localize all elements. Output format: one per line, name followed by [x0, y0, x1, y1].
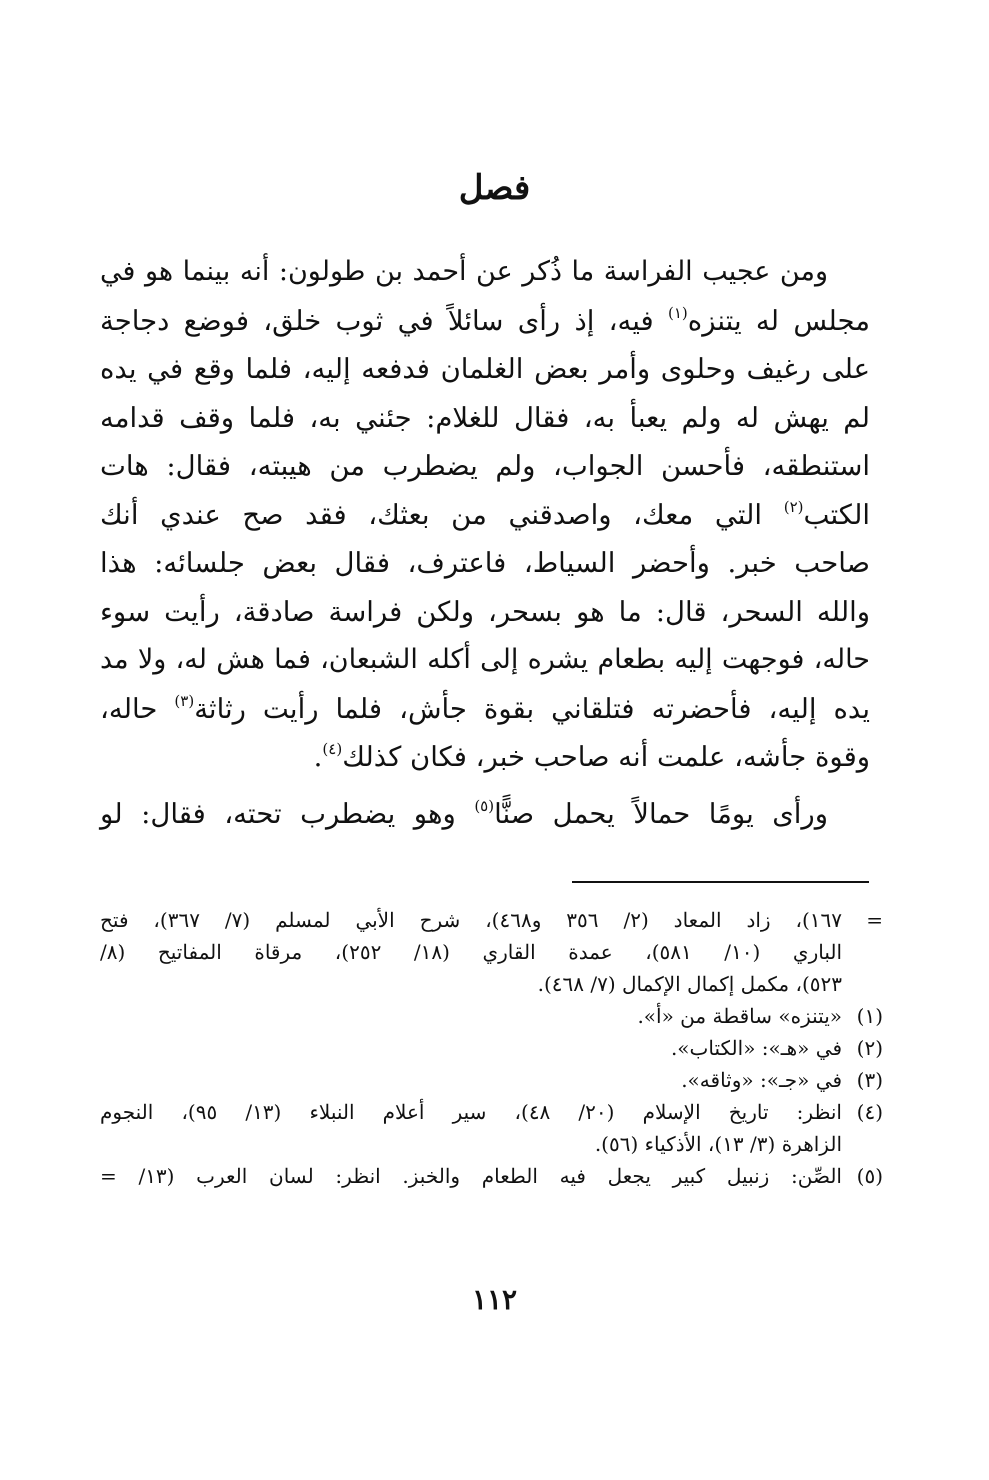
- footnote-line: في «هـ»: «الكتاب».: [670, 1036, 842, 1060]
- paragraph-1: [100, 248, 870, 782]
- continuation-mark: =: [866, 908, 883, 932]
- footnote-line: انظر: تاريخ الإسلام (٢٠/ ٤٨)، سير أعلام النبلاء (١٣/ ٩٥)، النجوم: [100, 1100, 842, 1124]
- footnote-line: الصِّن: زنبيل كبير يجعل فيه الطعام والخبز. انظر: لسان العرب (١٣/ =: [100, 1164, 842, 1188]
- footnote-1: [100, 1000, 883, 1032]
- footnote-continuation: [100, 904, 883, 1000]
- footnote-5: [100, 1160, 883, 1192]
- footnote-line: ٥٢٣)، مكمل إكمال الإكمال (٧/ ٤٦٨).: [537, 972, 842, 996]
- footnote-3: [100, 1064, 883, 1096]
- text-line: ومن عجيب الفراسة ما ذُكر عن أحمد بن طولون: أنه بينما هو في: [100, 256, 828, 287]
- text-line: مجلس له يتنزه$^{(١)}$ فيه، إذ رأى سائلاً في ثوب خلق، فوضع دجاجة: [100, 303, 870, 337]
- text-line: استنطقه، فأحسن الجواب، ولم يضطرب من هيبته، فقال: هات: [100, 450, 870, 482]
- footnote-ref[interactable]: (١): [668, 303, 688, 322]
- text-line: وقوة جأشه، علمت أنه صاحب خبر، فكان كذلك$^{(٤)}$.: [313, 740, 870, 773]
- footnote-4: [100, 1096, 883, 1160]
- footnotes-section: [100, 904, 883, 1192]
- text-line: صاحب خبر. وأحضر السياط، فاعترف، فقال بعض جلسائه: هذا: [100, 547, 870, 579]
- text-line: حاله، فوجهت إليه بطعام يشره إلى أكله الشبعان، فما هش له، ولا مد: [100, 644, 870, 675]
- text-line: والله السحر، قال: ما هو بسحر، ولكن فراسة صادقة، رأيت سوء: [100, 595, 870, 628]
- footnote-line: «يتنزه» ساقطة من «أ».: [637, 1004, 842, 1028]
- text-line: لم يهش له ولم يعبأ به، فقال للغلام: جئني به، فلما وقف قدامه: [100, 401, 870, 434]
- section-title: فصل: [458, 168, 531, 208]
- page-number: ١١٢: [471, 1283, 518, 1316]
- text-line: الكتب$^{(٢)}$ التي معك، واصدقني من بعثك، فقد صح عندي أنك: [100, 497, 870, 531]
- text-line: على رغيف وحلوى وأمر بعض الغلمان فدفعه إليه، فلما وقع في يده: [100, 353, 870, 385]
- footnote-line: في «جـ»: «وثاقه».: [681, 1068, 842, 1092]
- text-line: يده إليه، فأحضرته فتلقاني بقوة جأش، فلما رأيت رثاثة$^{(٣)}$ حاله،: [100, 691, 870, 725]
- footnote-number: (٤): [856, 1100, 883, 1124]
- footnote-ref[interactable]: (٢): [783, 497, 804, 516]
- footnote-number: (١): [856, 1004, 883, 1028]
- footnote-line: ١٦٧)، زاد المعاد (٢/ ٣٥٦ و٤٦٨)، شرح الأبي لمسلم (٧/ ٣٦٧)، فتح: [100, 908, 843, 932]
- footnote-2: [100, 1032, 883, 1064]
- footnote-line: الباري (١٠/ ٥٨١)، عمدة القاري (١٨/ ٢٥٢)، مرقاة المفاتيح (٨/: [100, 940, 843, 964]
- footnote-ref[interactable]: (٥): [474, 796, 495, 815]
- paragraph-2: [100, 790, 870, 839]
- footnote-ref[interactable]: (٣): [174, 691, 195, 710]
- footnote-number: (٣): [856, 1068, 883, 1092]
- footnote-number: (٢): [856, 1036, 883, 1060]
- footnote-line: الزاهرة (٣/ ١٣)، الأذكياء (٥٦).: [594, 1132, 842, 1156]
- footnote-ref[interactable]: (٤): [322, 740, 343, 758]
- main-text: [100, 248, 870, 838]
- footnote-separator: [572, 881, 869, 883]
- footnote-number: (٥): [856, 1164, 883, 1188]
- text-line: ورأى يومًا حمالاً يحمل صنًّا$^{(٥)}$ وهو يضطرب تحته، فقال: لو: [100, 796, 828, 830]
